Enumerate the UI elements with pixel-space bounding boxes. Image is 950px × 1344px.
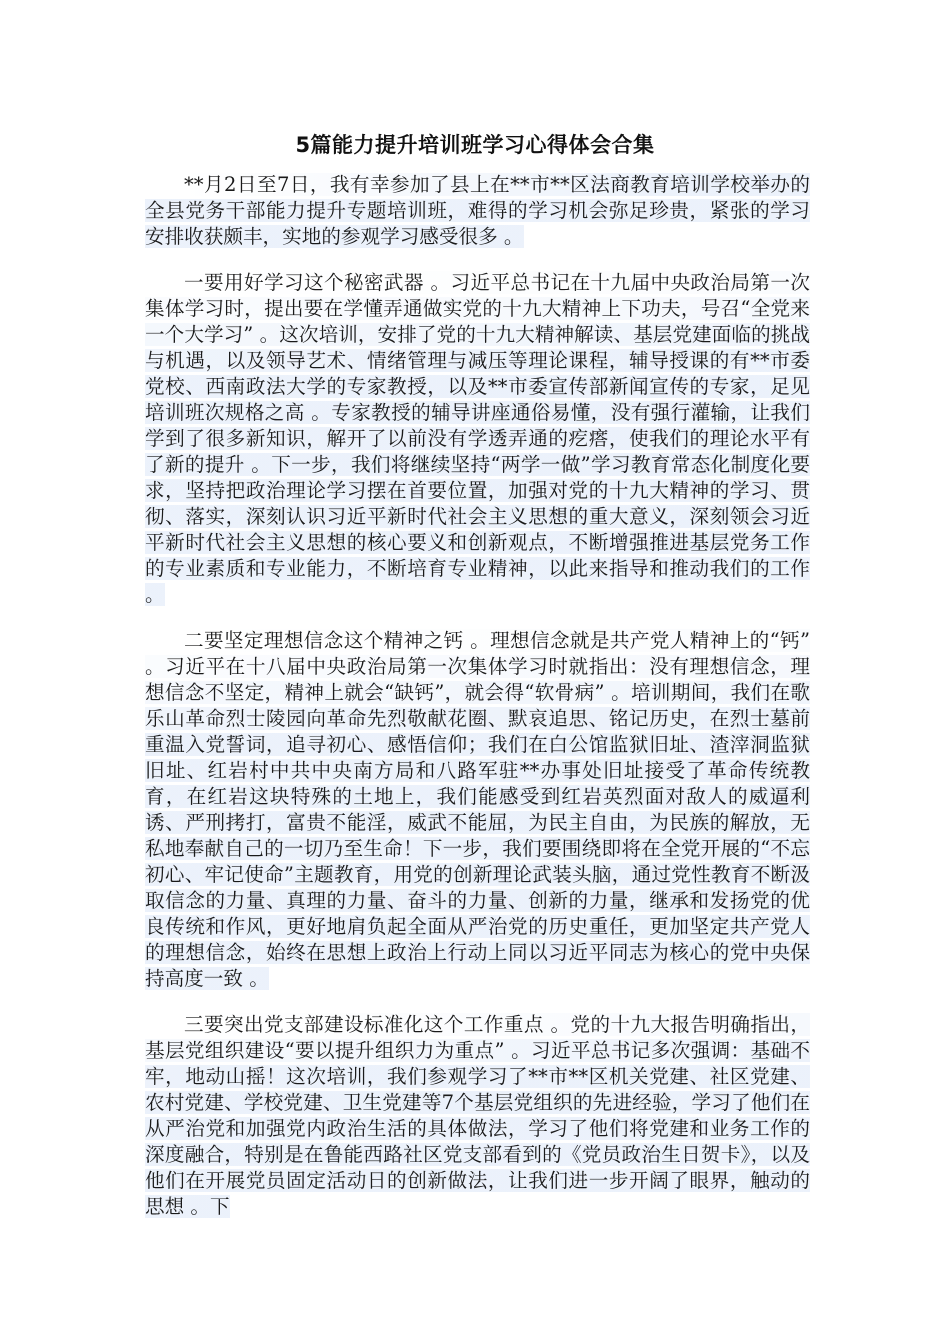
paragraph-point-one xyxy=(145,270,810,608)
paragraph-text: 三要突出党支部建设标准化这个工作重点 。党的十九大报告明确指出，基层党组织建设“要以提升组织力为重点” 。习近平总书记多次强调：基础不牢，地动山摇！这次培训，我们参观学习了**市**区机关党建、社区党建、农村党建、学校党建、卫生党建等7个基层党组织的先进经验，学习了他们在从严治党和加强党内政治生活的具体做法，学习了他们将党建和业务工作的深度融合，特别是在鲁能西路社区党支部看到的《党员政治生日贺卡》，以及他们在开展党员固定活动日的创新做法，让我们进一步开阔了眼界，触动的思想 。下 xyxy=(145,1013,810,1218)
paragraph-text: 二要坚定理想信念这个精神之钙 。理想信念就是共产党人精神上的“钙” 。习近平在十八届中央政治局第一次集体学习时就指出：没有理想信念，理想信念不坚定，精神上就会“缺钙”，就会得“软骨病” 。培训期间，我们在歌乐山革命烈士陵园向革命先烈敬献花圈、默哀追思、铭记历史，在烈士墓前重温入党誓词，追寻初心、感悟信仰；我们在白公馆监狱旧址、渣滓洞监狱旧址、红岩村中共中央南方局和八路军驻**办事处旧址接受了革命传统教育，在红岩这块特殊的土地上，我们能感受到红岩英烈面对敌人的威逼利诱、严刑拷打，富贵不能淫，威武不能屈，为民主自由，为民族的解放，无私地奉献自己的一切乃至生命！下一步，我们要围绕即将在全党开展的“不忘初心、牢记使命”主题教育，用党的创新理论武装头脑，通过党性教育不断汲取信念的力量、真理的力量、奋斗的力量、创新的力量，继承和发扬党的优良传统和作风，更好地肩负起全面从严治党的历史重任，更加坚定共产党人的理想信念，始终在思想上政治上行动上同以习近平同志为核心的党中央保持高度一致 。 xyxy=(145,629,810,990)
paragraph-point-three xyxy=(145,1012,810,1220)
paragraph-point-two xyxy=(145,628,810,992)
paragraph-text: **月2日至7日，我有幸参加了县上在**市**区法商教育培训学校举办的全县党务干部能力提升专题培训班，难得的学习机会弥足珍贵，紧张的学习安排收获颇丰，实地的参观学习感受很多 。 xyxy=(145,173,810,248)
paragraph-text: 一要用好学习这个秘密武器 。习近平总书记在十九届中央政治局第一次集体学习时，提出要在学懂弄通做实党的十九大精神上下功夫，号召“全党来一个大学习” 。这次培训，安排了党的十九大精神解读、基层党建面临的挑战与机遇，以及领导艺术、情绪管理与减压等理论课程，辅导授课的有**市委党校、西南政法大学的专家教授，以及**市委宣传部新闻宣传的专家，足见培训班次规格之高 。专家教授的辅导讲座通俗易懂，没有强行灌输，让我们学到了很多新知识，解开了以前没有学透弄通的疙瘩，使我们的理论水平有了新的提升 。下一步，我们将继续坚持“两学一做”学习教育常态化制度化要求，坚持把政治理论学习摆在首要位置，加强对党的十九大精神的学习、贯彻、落实，深刻认识习近平新时代社会主义思想的重大意义，深刻领会习近平新时代社会主义思想的核心要义和创新观点，不断增强推进基层党务工作的专业素质和专业能力，不断培育专业精神，以此来指导和推动我们的工作 。 xyxy=(145,271,810,606)
document-title: 5篇能力提升培训班学习心得体会合集 xyxy=(295,133,655,157)
paragraph-intro xyxy=(145,172,810,250)
document-body xyxy=(145,172,810,1240)
